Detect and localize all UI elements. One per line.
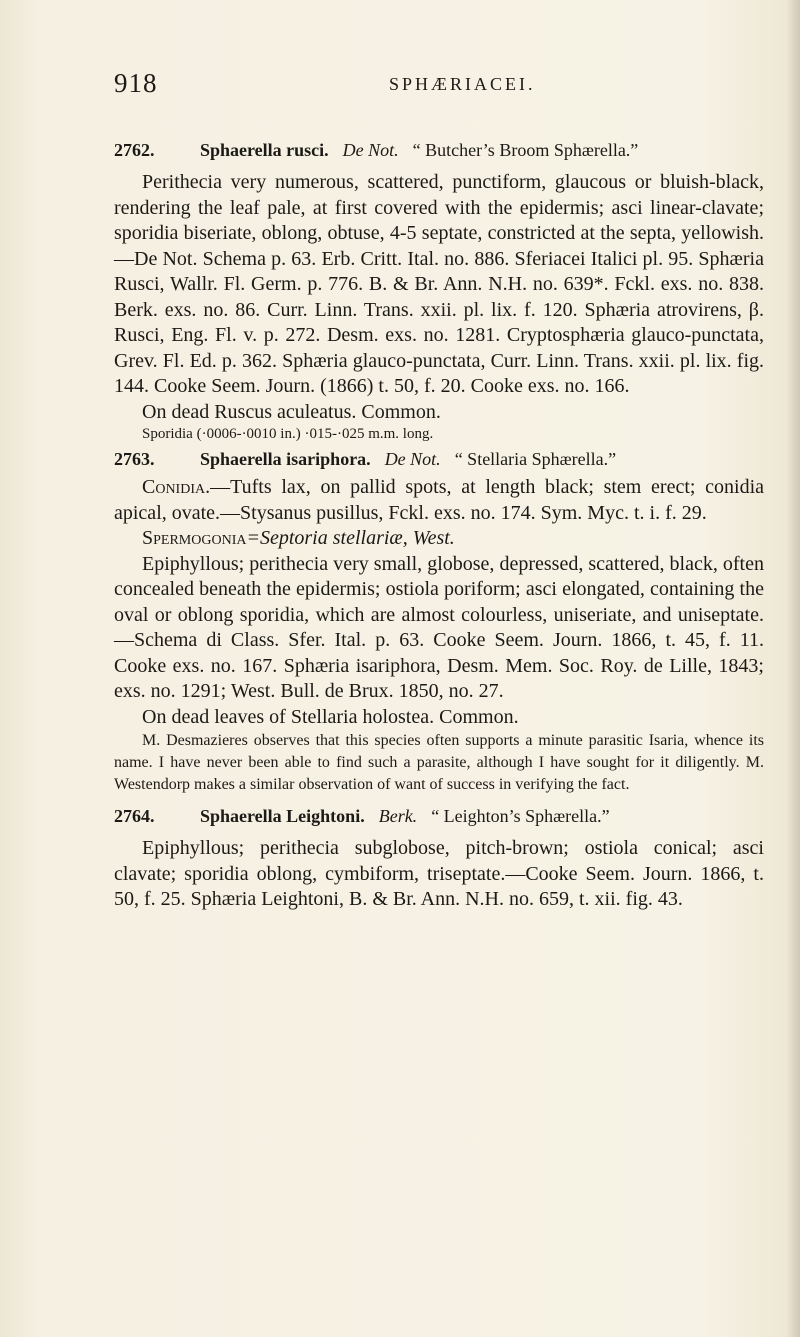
species-description: Perithecia very numerous, scattered, punctiform, glaucous or bluish-black, rendering the leaf pale, at first covered with the epidermis; asci linear-clavate; sporidia biseriate, oblong, obtuse, 4-5 septate, constricted at the septa, yellowish.—De Not. Schema p. 63. Erb. Critt. Ital. no. 886. Sferiacei Italici pl. 95. Sphæria Rusci, Wallr. Fl. Germ. p. 776. B. & Br. Ann. N.H. no. 639*. Fckl. exs. no. 838. Berk. exs. no. 86. Curr. Linn. Trans. xxii. pl. lix. f. 120. Sphæria atrovirens, β. Rusci, Eng. Fl. v. p. 272. Desm. exs. no. 1281. Cryptosphæria glauco-punctata, Grev. Fl. Ed. p. 362. Sphæria glauco-punctata, Curr. Linn. Trans. xxii. pl. lix. fig. 144. Cooke Seem. Journ. (1866) t. 50, f. 20. Cooke exs. no. 166. [114, 171, 764, 397]
page-number: 918 [114, 68, 158, 98]
species-authority: Berk. [378, 806, 418, 826]
spermogonia-text: =Septoria stellariæ, West. [246, 527, 455, 549]
common-name: “ Butcher’s Broom Sphærella.” [412, 140, 639, 160]
entry-heading [114, 804, 764, 828]
common-name: “ Leighton’s Sphærella.” [431, 806, 610, 826]
page-edge-shadow [786, 0, 800, 1337]
conidia-label: Conidia. [142, 476, 211, 498]
common-name: “ Stellaria Sphærella.” [454, 449, 617, 469]
species-name: Sphaerella rusci. [200, 140, 329, 160]
page-header [114, 68, 774, 108]
spermogonia-paragraph [114, 526, 764, 552]
note-text: M. Desmazieres observes that this species often supports a minute parasitic Isaria, whence its name. I have never been able to find such a parasite, although I have sought for it diligently. M. Westendorp makes a similar observation of want of success in verifying the fact. [114, 732, 764, 793]
conidia-paragraph [114, 475, 764, 526]
species-authority: De Not. [384, 449, 441, 469]
species-description: Epiphyllous; perithecia very small, globose, depressed, scattered, black, often concealed beneath the epidermis; ostiola poriform; asci elongated, containing the oval or oblong sporidia, which are almost colourless, uniseriate, and uniseptate.—Schema di Class. Sfer. Ital. p. 63. Cooke Seem. Journ. 1866, t. 45, f. 11. Cooke exs. no. 167. Sphæria isariphora, Desm. Mem. Soc. Roy. de Lille, 1843; exs. no. 1291; West. Bull. de Brux. 1850, no. 27. [114, 552, 764, 702]
species-authority: De Not. [342, 140, 399, 160]
species-name: Sphaerella isariphora. [200, 449, 371, 469]
entry-heading [114, 447, 764, 471]
running-title: SPHÆRIACEI. [389, 74, 536, 94]
entry-number: 2763. [114, 449, 155, 469]
species-name: Sphaerella Leightoni. [200, 806, 365, 826]
species-description: Epiphyllous; perithecia subglobose, pitch-brown; ostiola conical; asci clavate; sporidia oblong, cymbiform, triseptate.—Cooke Seem. Journ. 1866, t. 50, f. 25. Sphæria Leightoni, B. & Br. Ann. N.H. no. 659, t. xii. fig. 43. [114, 837, 764, 910]
habitat-text: On dead Ruscus aculeatus. Common. [142, 400, 441, 423]
entry-number: 2762. [114, 140, 155, 160]
entry-heading [114, 138, 764, 162]
entry-number: 2764. [114, 806, 155, 826]
page-body [114, 138, 764, 913]
spermogonia-label: Spermogonia [142, 527, 247, 549]
measurement-text: Sporidia (·0006-·0010 in.) ·015-·025 m.m. long. [142, 426, 434, 442]
habitat-text: On dead leaves of Stellaria holostea. Common. [142, 705, 519, 728]
conidia-text: —Tufts lax, on pallid spots, at length black; stem erect; conidia apical, ovate.—Stysanus pusillus, Fckl. exs. no. 174. Sym. Myc. t. i. f. 29. [114, 476, 764, 524]
